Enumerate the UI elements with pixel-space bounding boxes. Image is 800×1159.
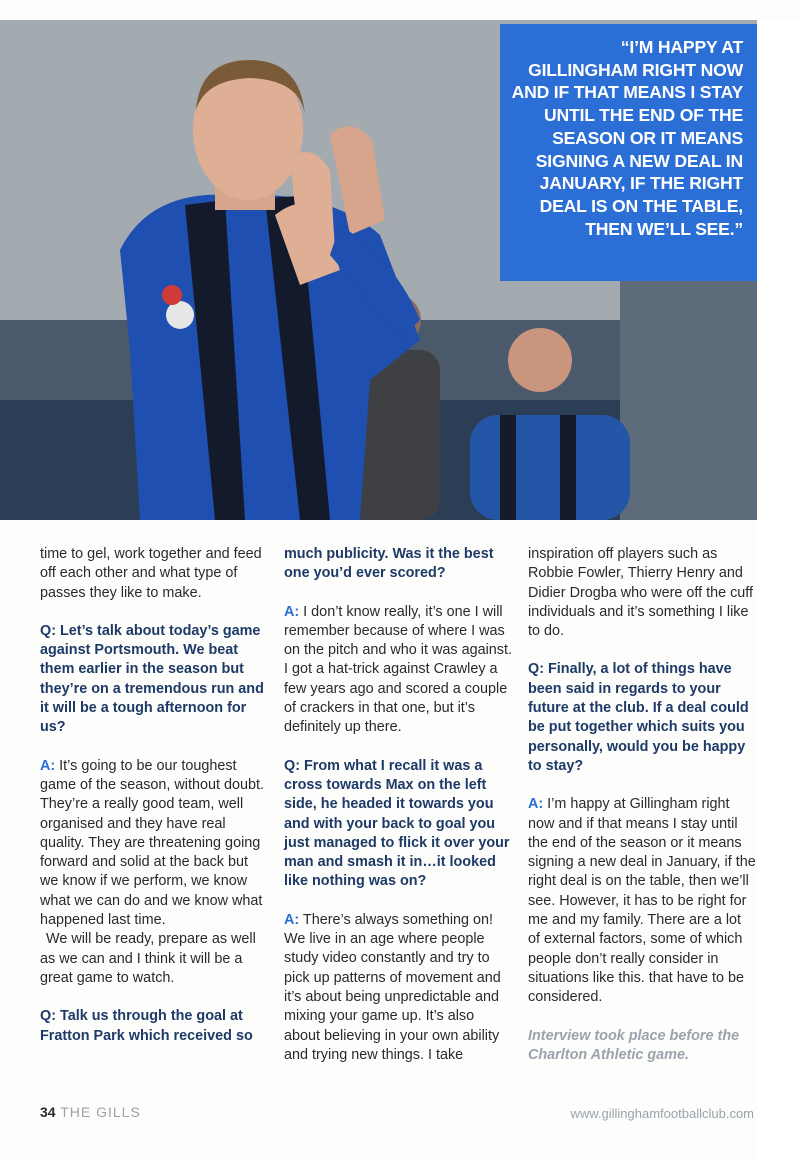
page-margin [757,20,800,1159]
answer [284,911,512,1065]
page-footer-left [40,1104,141,1120]
question: much publicity. Was it the best one you’d ever scored? [284,546,494,582]
text-column-3 [528,545,756,1084]
question: Q: Talk us through the goal at Fratton Park which received so [40,1008,253,1044]
question: Q: From what I recall it was a cross towards Max on the left side, he headed it towards you and with your back to goal you just managed to flick it over your man and smash it in…it looked like nothing was on? [284,757,510,890]
answer-text: It’s going to be our toughest game of the season, without doubt. They’re a really good team, well organised and they have real quality. They are threatening going forward and solid at the back but we know if we perform, we know what we can do and we know what happened last time. [40,757,265,929]
page-number: 34 [40,1104,56,1120]
answer [284,603,512,738]
answer [528,795,756,1007]
paragraph: time to gel, work together and feed off each other and what type of passes they like to make. [40,546,262,601]
answer-label: A: [528,796,544,813]
answer [40,757,268,931]
text-column-2 [284,545,512,1084]
answer-text: I don’t know really, it’s one I will remember because of where I was on the pitch and who it was against. I got a hat-trick against Crawley a few years ago and scored a couple of crackers in that one, but it’s definitely up there. [284,603,512,736]
answer-text: I’m happy at Gillingham right now and if that means I stay until the end of the season or it means signing a new deal in January, if the right deal is on the table, then we’ll see. However, it has to be right for me and my family. There are a lot of external factors, some of which people don’t really consider in situations like this. that have to be considered. [528,796,756,1006]
section-name: THE GILLS [60,1104,141,1120]
answer-text: There’s always something on! We live in an age where people study video constantly and try to pick up patterns of movement and it’s about being unpredictable and mixing your game up. It’s also about believing in your own ability and trying new things. I take [284,911,501,1063]
paragraph: We will be ready, prepare as well as we can and I think it will be a great game to watch. [40,931,256,986]
text-column-1 [40,545,268,1065]
pull-quote-box [500,24,757,281]
interview-note: Interview took place before the Charlton Athletic game. [528,1027,740,1063]
website-url: www.gillinghamfootballclub.com [570,1106,754,1121]
answer-label: A: [284,603,300,620]
pull-quote: “I’M HAPPY AT GILLINGHAM RIGHT NOW AND IF THAT MEANS I STAY UNTIL THE END OF THE SEASON OR IT MEANS SIGNING A NEW DEAL IN JANUARY, IF THE RIGHT DEAL IS ON THE TABLE, THEN WE’LL SEE.” [511,37,743,239]
question: Q: Finally, a lot of things have been said in regards to your future at the club. If a deal could be put together which suits you personally, would you be happy to stay? [528,661,749,774]
answer-label: A: [284,911,300,928]
paragraph: inspiration off players such as Robbie Fowler, Thierry Henry and Didier Drogba who were off the cuff individuals and it’s something I like to do. [528,546,754,640]
answer-label: A: [40,757,56,774]
question: Q: Let’s talk about today’s game against Portsmouth. We beat them earlier in the season but they’re on a tremendous run and it will be a tough afternoon for us? [40,622,264,736]
